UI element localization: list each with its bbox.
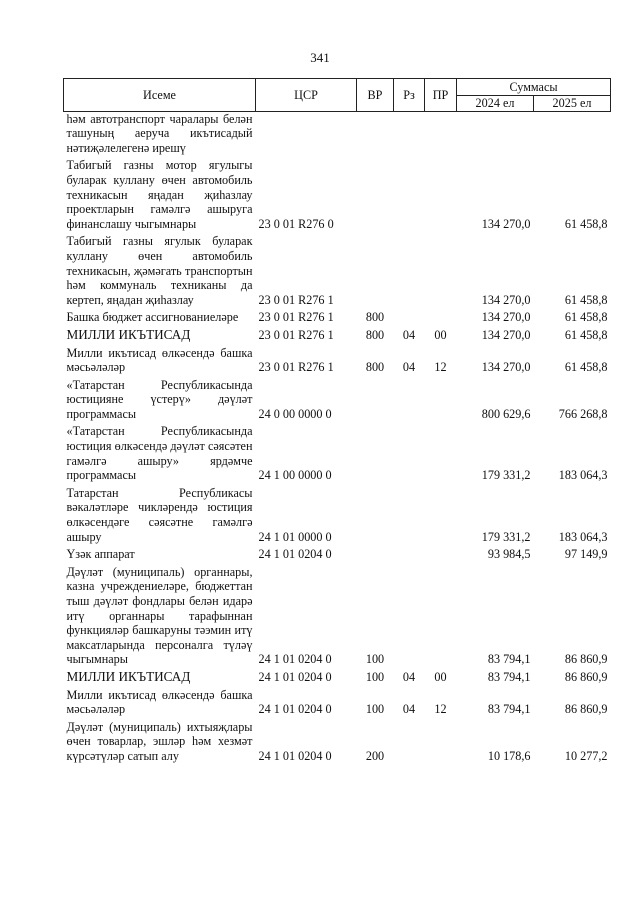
row-pr: 00 xyxy=(434,669,447,684)
row-pr xyxy=(425,486,457,547)
row-csr: 24 1 01 0000 0 xyxy=(258,529,332,544)
row-sum-2024: 83 794,1 xyxy=(487,669,531,684)
row-name: Дәүләт (муниципаль) органнары, казна учреждениеләре, бюджеттан тыш дәүләт фондлары белән идарә итү органнары тарафыннан функцияләр башкаруны тәэмин итү максатларында персоналга түләү чыгымнары xyxy=(66,564,253,667)
row-vr xyxy=(357,547,394,565)
row-sum-2025: 61 458,8 xyxy=(564,310,608,325)
row-vr: 800 xyxy=(365,360,385,375)
row-csr: 24 1 01 0204 0 xyxy=(258,669,332,684)
row-csr: 23 0 01 R276 1 xyxy=(258,292,334,307)
row-vr: 100 xyxy=(365,669,385,684)
row-sum-2024: 83 794,1 xyxy=(487,652,531,667)
table-row xyxy=(64,158,611,234)
row-name: Милли икътисад өлкәсендә башка мәсьәләләр xyxy=(66,687,253,717)
row-sum-2025: 86 860,9 xyxy=(564,652,608,667)
header-rz: Рз xyxy=(394,79,425,112)
table-row xyxy=(64,310,611,328)
header-year-2024: 2024 ел xyxy=(457,96,534,112)
row-sum-2024 xyxy=(457,111,534,158)
row-name: Үзәк аппарат xyxy=(66,547,135,562)
table-row xyxy=(64,234,611,310)
page-number: 341 xyxy=(310,50,330,65)
row-rz: 04 xyxy=(402,669,416,684)
row-rz: 04 xyxy=(402,327,416,342)
row-pr: 00 xyxy=(434,327,447,342)
row-csr: 24 1 00 0000 0 xyxy=(258,468,332,483)
row-sum-2025 xyxy=(534,111,611,158)
row-pr: 12 xyxy=(434,702,447,717)
row-sum-2025: 10 277,2 xyxy=(564,748,608,763)
row-sum-2024: 179 331,2 xyxy=(481,529,531,544)
table-row xyxy=(64,378,611,425)
row-name: МИЛЛИ ИКЪТИСАД xyxy=(66,668,191,684)
row-sum-2025: 61 458,8 xyxy=(564,216,608,231)
row-name: «Татарстан Республикасында юстицияне үстерү» дәүләт программасы xyxy=(66,377,253,421)
row-csr: 24 0 00 0000 0 xyxy=(258,406,332,421)
row-csr: 24 1 01 0204 0 xyxy=(258,547,332,562)
row-csr: 23 0 01 R276 0 xyxy=(258,216,334,231)
row-rz xyxy=(394,158,425,234)
row-name: Башка бюджет ассигнованиеләре xyxy=(66,310,239,325)
row-sum-2025: 61 458,8 xyxy=(564,360,608,375)
row-pr xyxy=(425,158,457,234)
row-sum-2025: 97 149,9 xyxy=(564,547,608,562)
row-sum-2025: 86 860,9 xyxy=(564,702,608,717)
row-pr xyxy=(425,234,457,310)
header-sums: Суммасы xyxy=(457,79,611,96)
row-sum-2025: 61 458,8 xyxy=(564,327,608,342)
table-row xyxy=(64,547,611,565)
row-sum-2024: 134 270,0 xyxy=(481,327,531,342)
row-pr xyxy=(425,111,457,158)
row-csr: 23 0 01 R276 1 xyxy=(258,360,334,375)
table-row xyxy=(64,486,611,547)
row-csr: 24 1 01 0204 0 xyxy=(258,652,332,667)
row-csr: 24 1 01 0204 0 xyxy=(258,748,332,763)
row-rz xyxy=(394,424,425,485)
header-pr: ПР xyxy=(425,79,457,112)
row-pr xyxy=(425,378,457,425)
row-rz xyxy=(394,234,425,310)
row-vr xyxy=(357,234,394,310)
row-csr: 23 0 01 R276 1 xyxy=(258,327,334,342)
row-vr xyxy=(357,158,394,234)
row-vr xyxy=(357,378,394,425)
table-row xyxy=(64,720,611,767)
row-csr: 24 1 01 0204 0 xyxy=(258,702,332,717)
row-vr: 200 xyxy=(365,748,385,763)
row-pr xyxy=(425,424,457,485)
header-year-2025: 2025 ел xyxy=(534,96,611,112)
row-name: Дәүләт (муниципаль) ихтыяҗлары өчен товарлар, эшләр һәм хезмәт күрсәтүләр сатып алу xyxy=(66,719,253,763)
row-sum-2025: 61 458,8 xyxy=(564,292,608,307)
row-rz xyxy=(394,111,425,158)
row-vr: 800 xyxy=(365,310,385,325)
row-vr xyxy=(357,486,394,547)
row-sum-2024: 134 270,0 xyxy=(481,216,531,231)
header-vr: ВР xyxy=(357,79,394,112)
row-rz: 04 xyxy=(402,360,416,375)
table-row xyxy=(64,424,611,485)
row-sum-2025: 86 860,9 xyxy=(564,669,608,684)
budget-table xyxy=(63,78,611,767)
row-sum-2024: 83 794,1 xyxy=(487,702,531,717)
row-sum-2024: 134 270,0 xyxy=(481,360,531,375)
row-name: һәм автотранспорт чаралары белән ташуның аеруча икътисадый нәтиҗәлелегенә ирешү xyxy=(66,111,253,155)
row-rz xyxy=(394,378,425,425)
row-csr: 23 0 01 R276 1 xyxy=(258,310,334,325)
row-rz xyxy=(394,486,425,547)
row-vr: 100 xyxy=(365,652,385,667)
row-sum-2024: 93 984,5 xyxy=(487,547,531,562)
header-name: Исеме xyxy=(64,79,256,112)
row-vr: 800 xyxy=(365,327,385,342)
row-pr xyxy=(425,547,457,565)
row-name: Татарстан Республикасы вәкаләтләре чикләрендә юстиция өлкәсендәге сәясәтне гамәлгә ашыру xyxy=(66,485,253,544)
row-rz xyxy=(394,547,425,565)
table-row xyxy=(64,328,611,346)
row-rz xyxy=(394,310,425,328)
table-row xyxy=(64,111,611,158)
row-sum-2025: 183 064,3 xyxy=(558,529,608,544)
row-name: Табигый газны мотор ягулыгы буларак куллану өчен автомобиль техникасын яңадан җиһазлау проектларын гамәлгә ашыруга финанслашу чыгымнары xyxy=(66,158,253,231)
row-name: «Татарстан Республикасында юстиция өлкәсендә дәүләт сәясәтен гамәлгә ашыру» ярдәмче программасы xyxy=(66,424,253,483)
row-vr xyxy=(357,424,394,485)
row-name: МИЛЛИ ИКЪТИСАД xyxy=(66,326,191,342)
table-row xyxy=(64,688,611,720)
row-sum-2024: 800 629,6 xyxy=(481,406,531,421)
table-row xyxy=(64,565,611,670)
row-name: Табигый газны ягулык буларак куллану өчен автомобиль техникасын, җәмәгать транспортын һәм коммуналь техниканы да кертеп, яңадан җиһазлау xyxy=(66,234,253,307)
row-sum-2025: 766 268,8 xyxy=(558,406,608,421)
row-rz: 04 xyxy=(402,702,416,717)
row-sum-2025: 183 064,3 xyxy=(558,468,608,483)
row-sum-2024: 134 270,0 xyxy=(481,292,531,307)
row-pr xyxy=(425,565,457,670)
table-row xyxy=(64,346,611,378)
row-sum-2024: 179 331,2 xyxy=(481,468,531,483)
row-vr: 100 xyxy=(365,702,385,717)
row-vr xyxy=(357,111,394,158)
header-csr: ЦСР xyxy=(256,79,357,112)
row-pr: 12 xyxy=(434,360,447,375)
row-pr xyxy=(425,310,457,328)
table-row xyxy=(64,670,611,688)
row-rz xyxy=(394,565,425,670)
row-csr xyxy=(256,111,357,158)
row-pr xyxy=(425,720,457,767)
row-rz xyxy=(394,720,425,767)
row-name: Милли икътисад өлкәсендә башка мәсьәләләр xyxy=(66,345,253,375)
row-sum-2024: 10 178,6 xyxy=(487,748,531,763)
row-sum-2024: 134 270,0 xyxy=(481,310,531,325)
